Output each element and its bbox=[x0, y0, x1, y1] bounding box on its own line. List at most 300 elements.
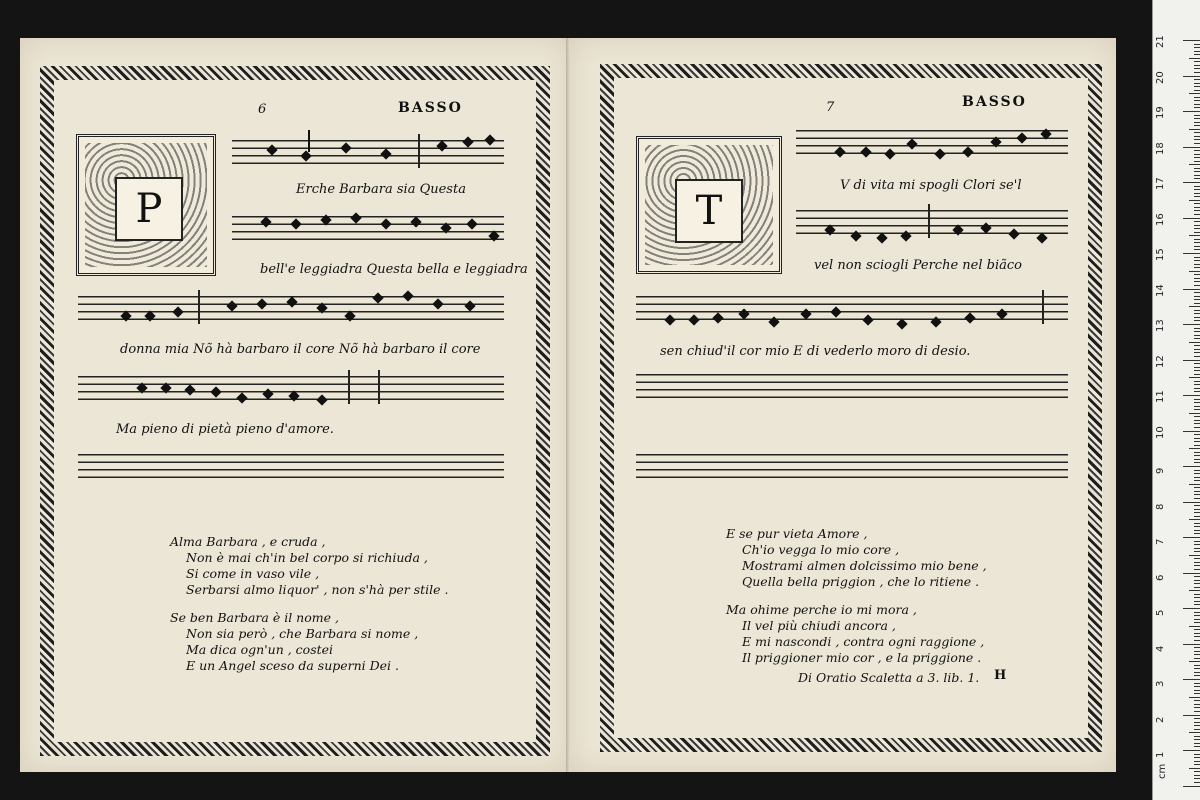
verse-line: Il priggioner mio cor , e la priggione . bbox=[742, 650, 982, 665]
verse-line: Alma Barbara , e cruda , bbox=[170, 534, 326, 549]
ruler-number: 5 bbox=[1155, 609, 1166, 616]
ruler-tick bbox=[1183, 786, 1200, 787]
verse-line: E se pur vieta Amore , bbox=[726, 526, 868, 541]
ruler-tick bbox=[1194, 278, 1200, 279]
measurement-ruler bbox=[1152, 0, 1200, 800]
ruler-tick bbox=[1194, 754, 1200, 755]
ruler-tick bbox=[1183, 289, 1200, 290]
note bbox=[380, 148, 391, 159]
ruler-tick bbox=[1194, 274, 1200, 275]
ruler-number: 4 bbox=[1155, 645, 1166, 652]
ruler-tick bbox=[1194, 47, 1200, 48]
ruler-tick bbox=[1194, 150, 1200, 151]
bar-line bbox=[418, 134, 420, 168]
ruler-tick bbox=[1194, 296, 1200, 297]
ruler-tick bbox=[1194, 548, 1200, 549]
right-page bbox=[570, 38, 1116, 772]
ruler-tick bbox=[1194, 168, 1200, 169]
ruler-tick bbox=[1194, 725, 1200, 726]
note bbox=[350, 212, 361, 223]
ruler-tick bbox=[1189, 306, 1200, 307]
ruler-tick bbox=[1194, 544, 1200, 545]
note bbox=[340, 142, 351, 153]
ruler-tick bbox=[1183, 253, 1200, 254]
verse-line: Ma ohime perche io mi mora , bbox=[726, 602, 917, 617]
ruler-tick bbox=[1194, 739, 1200, 740]
empty-staff bbox=[78, 448, 504, 482]
ruler-tick bbox=[1194, 541, 1200, 542]
ruler-tick bbox=[1194, 264, 1200, 265]
ruler-tick bbox=[1194, 718, 1200, 719]
bar-line bbox=[1042, 290, 1044, 324]
ruler-tick bbox=[1194, 370, 1200, 371]
ruler-tick bbox=[1189, 697, 1200, 698]
ruler-tick bbox=[1194, 139, 1200, 140]
ruler-tick bbox=[1194, 242, 1200, 243]
note bbox=[884, 148, 895, 159]
ruler-tick bbox=[1194, 565, 1200, 566]
note bbox=[316, 302, 327, 313]
ruler-tick bbox=[1194, 498, 1200, 499]
note bbox=[144, 310, 155, 321]
ruler-tick bbox=[1194, 61, 1200, 62]
note bbox=[860, 146, 871, 157]
ruler-tick bbox=[1194, 249, 1200, 250]
ruler-tick bbox=[1194, 438, 1200, 439]
note bbox=[664, 314, 675, 325]
initial-letter: T bbox=[675, 179, 743, 243]
ruler-tick bbox=[1183, 466, 1200, 467]
ruler-tick bbox=[1194, 335, 1200, 336]
ruler-tick bbox=[1194, 583, 1200, 584]
ruler-tick bbox=[1194, 221, 1200, 222]
ruler-tick bbox=[1194, 65, 1200, 66]
ruler-tick bbox=[1194, 100, 1200, 101]
note bbox=[834, 146, 845, 157]
note bbox=[316, 394, 327, 405]
ruler-number: 3 bbox=[1155, 680, 1166, 687]
ruler-number: 14 bbox=[1155, 283, 1166, 297]
lyric-line: donna mia Nõ hà barbaro il core Nõ hà barbaro il core bbox=[120, 342, 481, 357]
ruler-tick bbox=[1194, 175, 1200, 176]
ruler-tick bbox=[1194, 427, 1200, 428]
ruler-tick bbox=[1183, 537, 1200, 538]
ruler-tick bbox=[1194, 228, 1200, 229]
ruler-tick bbox=[1194, 651, 1200, 652]
note bbox=[320, 214, 331, 225]
ruler-tick bbox=[1194, 328, 1200, 329]
ruler-tick bbox=[1194, 533, 1200, 534]
verse-text bbox=[726, 526, 987, 678]
verse-line: Non sia però , che Barbara si nome , bbox=[186, 626, 419, 641]
ruler-tick bbox=[1194, 246, 1200, 247]
ruler-tick bbox=[1194, 391, 1200, 392]
lyric-line: sen chiud'il cor mio E di vederlo moro di desio. bbox=[660, 344, 971, 359]
verse-line: E un Angel sceso da superni Dei . bbox=[186, 658, 400, 673]
running-head: BASSO bbox=[962, 94, 1027, 110]
ruler-tick bbox=[1194, 452, 1200, 453]
signature-mark: H bbox=[994, 668, 1007, 683]
ruler-tick bbox=[1194, 470, 1200, 471]
note bbox=[738, 308, 749, 319]
ruler-number: 18 bbox=[1155, 141, 1166, 155]
ruler-tick bbox=[1194, 97, 1200, 98]
ruler-tick bbox=[1194, 399, 1200, 400]
ruler-tick bbox=[1194, 54, 1200, 55]
ruler-tick bbox=[1194, 79, 1200, 80]
ruler-tick bbox=[1194, 441, 1200, 442]
stanza bbox=[726, 602, 987, 666]
ruler-number: 8 bbox=[1155, 503, 1166, 510]
ruler-tick bbox=[1183, 76, 1200, 77]
ruler-tick bbox=[1183, 40, 1200, 41]
ruler-tick bbox=[1194, 693, 1200, 694]
stanza bbox=[170, 534, 449, 598]
decorated-initial bbox=[76, 134, 216, 276]
ruler-tick bbox=[1194, 44, 1200, 45]
lyric-line: bell'e leggiadra Questa bella e leggiadra bbox=[260, 262, 528, 277]
ruler-number: 9 bbox=[1155, 467, 1166, 474]
note bbox=[934, 148, 945, 159]
ruler-tick bbox=[1194, 349, 1200, 350]
note-stem bbox=[308, 130, 310, 152]
ruler-unit: cm bbox=[1157, 763, 1168, 779]
ruler-tick bbox=[1194, 352, 1200, 353]
ruler-tick bbox=[1189, 413, 1200, 414]
note bbox=[380, 218, 391, 229]
ruler-tick bbox=[1189, 484, 1200, 485]
ruler-tick bbox=[1194, 310, 1200, 311]
verse-line: Se ben Barbara è il nome , bbox=[170, 610, 339, 625]
ruler-tick bbox=[1194, 771, 1200, 772]
ruler-tick bbox=[1194, 406, 1200, 407]
verse-line: Ma dica ogn'un , costei bbox=[186, 642, 334, 657]
note bbox=[402, 290, 413, 301]
ruler-tick bbox=[1194, 736, 1200, 737]
ruler-tick bbox=[1194, 775, 1200, 776]
ruler-tick bbox=[1194, 420, 1200, 421]
ruler-tick bbox=[1194, 232, 1200, 233]
ruler-tick bbox=[1194, 615, 1200, 616]
ruler-tick bbox=[1194, 338, 1200, 339]
ruler-tick bbox=[1194, 317, 1200, 318]
ruler-tick bbox=[1189, 448, 1200, 449]
note bbox=[236, 392, 247, 403]
note bbox=[300, 150, 311, 161]
ruler-number: 7 bbox=[1155, 538, 1166, 545]
note bbox=[964, 312, 975, 323]
note bbox=[136, 382, 147, 393]
ruler-tick bbox=[1194, 477, 1200, 478]
ruler-tick bbox=[1183, 182, 1200, 183]
ruler-tick bbox=[1194, 722, 1200, 723]
ruler-tick bbox=[1194, 636, 1200, 637]
ruler-tick bbox=[1194, 303, 1200, 304]
note bbox=[862, 314, 873, 325]
ruler-number: 11 bbox=[1155, 390, 1166, 403]
ruler-tick bbox=[1189, 555, 1200, 556]
ruler-tick bbox=[1194, 104, 1200, 105]
ruler-tick bbox=[1194, 257, 1200, 258]
ruler-tick bbox=[1194, 675, 1200, 676]
ruler-tick bbox=[1183, 360, 1200, 361]
ruler-tick bbox=[1189, 768, 1200, 769]
ruler-tick bbox=[1194, 239, 1200, 240]
ruler-tick bbox=[1189, 129, 1200, 130]
ruler-tick bbox=[1183, 218, 1200, 219]
ruler-tick bbox=[1194, 757, 1200, 758]
ruler-number: 17 bbox=[1155, 177, 1166, 190]
ruler-tick bbox=[1189, 590, 1200, 591]
ruler-tick bbox=[1194, 526, 1200, 527]
bar-line bbox=[348, 370, 350, 404]
note bbox=[184, 384, 195, 395]
initial-letter: P bbox=[115, 177, 183, 241]
ruler-tick bbox=[1194, 384, 1200, 385]
note bbox=[440, 222, 451, 233]
verse-line: Mostrami almen dolcissimo mio bene , bbox=[742, 558, 987, 573]
note bbox=[980, 222, 991, 233]
note bbox=[462, 136, 473, 147]
ruler-tick bbox=[1194, 363, 1200, 364]
ruler-tick bbox=[1189, 732, 1200, 733]
note bbox=[1040, 128, 1051, 139]
ruler-tick bbox=[1194, 107, 1200, 108]
ruler-tick bbox=[1194, 434, 1200, 435]
ruler-tick bbox=[1194, 462, 1200, 463]
note bbox=[286, 296, 297, 307]
ruler-tick bbox=[1194, 189, 1200, 190]
ruler-tick bbox=[1194, 782, 1200, 783]
ruler-tick bbox=[1183, 573, 1200, 574]
note bbox=[436, 140, 447, 151]
verse-line: Serbarsi almo liquor' , non s'hà per stile . bbox=[186, 582, 449, 597]
note bbox=[256, 298, 267, 309]
ruler-tick bbox=[1194, 203, 1200, 204]
ruler-number: 21 bbox=[1155, 35, 1166, 48]
ruler-tick bbox=[1194, 416, 1200, 417]
note bbox=[432, 298, 443, 309]
ruler-number: 2 bbox=[1155, 716, 1166, 723]
ruler-tick bbox=[1194, 729, 1200, 730]
ruler-tick bbox=[1194, 72, 1200, 73]
ruler-tick bbox=[1194, 580, 1200, 581]
note bbox=[800, 308, 811, 319]
ruler-tick bbox=[1194, 345, 1200, 346]
stanza bbox=[170, 610, 449, 674]
verse-line: Si come in vaso vile , bbox=[186, 566, 320, 581]
ruler-tick bbox=[1194, 196, 1200, 197]
ruler-tick bbox=[1189, 661, 1200, 662]
note bbox=[466, 218, 477, 229]
note bbox=[226, 300, 237, 311]
ruler-tick bbox=[1194, 597, 1200, 598]
ruler-tick bbox=[1194, 143, 1200, 144]
ruler-tick bbox=[1194, 459, 1200, 460]
note bbox=[410, 216, 421, 227]
ruler-tick bbox=[1194, 132, 1200, 133]
ruler-number: 15 bbox=[1155, 248, 1166, 261]
note bbox=[990, 136, 1001, 147]
ruler-tick bbox=[1194, 281, 1200, 282]
ruler-number: 12 bbox=[1155, 354, 1166, 368]
bar-line bbox=[378, 370, 380, 404]
ruler-tick bbox=[1194, 707, 1200, 708]
lyric-line: V di vita mi spogli Clori se'l bbox=[840, 178, 1022, 193]
ruler-tick bbox=[1194, 125, 1200, 126]
ruler-tick bbox=[1194, 260, 1200, 261]
ruler-tick bbox=[1194, 210, 1200, 211]
ruler-tick bbox=[1194, 704, 1200, 705]
ruler-tick bbox=[1194, 505, 1200, 506]
ruler-tick bbox=[1194, 672, 1200, 673]
left-page bbox=[20, 38, 568, 772]
ruler-tick bbox=[1194, 445, 1200, 446]
note bbox=[906, 138, 917, 149]
ruler-tick bbox=[1194, 214, 1200, 215]
ruler-tick bbox=[1194, 367, 1200, 368]
ruler-tick bbox=[1194, 764, 1200, 765]
note bbox=[372, 292, 383, 303]
empty-staff bbox=[636, 368, 1068, 402]
ruler-tick bbox=[1194, 629, 1200, 630]
ruler-tick bbox=[1194, 633, 1200, 634]
ruler-tick bbox=[1183, 431, 1200, 432]
ruler-tick bbox=[1194, 480, 1200, 481]
ruler-tick bbox=[1194, 647, 1200, 648]
ruler-tick bbox=[1194, 509, 1200, 510]
ruler-tick bbox=[1194, 292, 1200, 293]
ruler-tick bbox=[1183, 111, 1200, 112]
ruler-tick bbox=[1194, 86, 1200, 87]
ruler-tick bbox=[1189, 164, 1200, 165]
music-staff bbox=[78, 370, 504, 404]
ruler-tick bbox=[1194, 746, 1200, 747]
note bbox=[1016, 132, 1027, 143]
ruler-tick bbox=[1194, 551, 1200, 552]
ruler-tick bbox=[1194, 711, 1200, 712]
ruler-tick bbox=[1194, 601, 1200, 602]
ruler-tick bbox=[1194, 686, 1200, 687]
note bbox=[464, 300, 475, 311]
ruler-number: 19 bbox=[1155, 106, 1166, 119]
ruler-tick bbox=[1194, 178, 1200, 179]
lyric-line: Erche Barbara sia Questa bbox=[296, 182, 466, 197]
ruler-tick bbox=[1194, 530, 1200, 531]
ruler-tick bbox=[1194, 154, 1200, 155]
ruler-tick bbox=[1194, 193, 1200, 194]
running-head: BASSO bbox=[398, 100, 463, 116]
ruler-tick bbox=[1194, 356, 1200, 357]
note bbox=[996, 308, 1007, 319]
ruler-tick bbox=[1194, 604, 1200, 605]
ruler-tick bbox=[1194, 161, 1200, 162]
ruler-tick bbox=[1194, 558, 1200, 559]
ruler-tick bbox=[1194, 576, 1200, 577]
note bbox=[266, 144, 277, 155]
ruler-number: 10 bbox=[1155, 425, 1166, 439]
ruler-tick bbox=[1194, 118, 1200, 119]
ruler-tick bbox=[1194, 668, 1200, 669]
verse-line: Quella bella priggion , che lo ritiene . bbox=[742, 574, 980, 589]
lyric-line: vel non sciogli Perche nel biãco bbox=[814, 258, 1022, 273]
ruler-tick bbox=[1194, 690, 1200, 691]
ruler-tick bbox=[1183, 644, 1200, 645]
ruler-tick bbox=[1194, 778, 1200, 779]
ruler-tick bbox=[1194, 622, 1200, 623]
ruler-number: 1 bbox=[1155, 751, 1166, 758]
music-staff bbox=[636, 290, 1068, 324]
ruler-tick bbox=[1194, 374, 1200, 375]
ruler-tick bbox=[1194, 136, 1200, 137]
ruler-tick bbox=[1194, 562, 1200, 563]
ruler-tick bbox=[1194, 423, 1200, 424]
ruler-tick bbox=[1194, 320, 1200, 321]
ruler-tick bbox=[1194, 115, 1200, 116]
ruler-tick bbox=[1194, 402, 1200, 403]
note bbox=[120, 310, 131, 321]
decorated-initial bbox=[636, 136, 782, 274]
note bbox=[290, 218, 301, 229]
note bbox=[962, 146, 973, 157]
ruler-number: 6 bbox=[1155, 574, 1166, 581]
music-staff bbox=[232, 210, 504, 244]
note bbox=[484, 134, 495, 145]
ruler-tick bbox=[1194, 700, 1200, 701]
ruler-tick bbox=[1194, 494, 1200, 495]
ruler-tick bbox=[1194, 640, 1200, 641]
note bbox=[260, 216, 271, 227]
ruler-tick bbox=[1194, 491, 1200, 492]
ruler-tick bbox=[1194, 51, 1200, 52]
verse-line: Il vel più chiudi ancora , bbox=[742, 618, 896, 633]
note bbox=[688, 314, 699, 325]
ruler-tick bbox=[1194, 157, 1200, 158]
ruler-tick bbox=[1189, 342, 1200, 343]
ruler-tick bbox=[1194, 761, 1200, 762]
ruler-tick bbox=[1194, 455, 1200, 456]
ruler-tick bbox=[1194, 381, 1200, 382]
ruler-tick bbox=[1183, 395, 1200, 396]
music-staff bbox=[796, 124, 1068, 158]
note bbox=[830, 306, 841, 317]
ruler-tick bbox=[1194, 743, 1200, 744]
music-staff bbox=[78, 290, 504, 324]
verse-line: Ch'io vegga lo mio core , bbox=[742, 542, 900, 557]
ruler-tick bbox=[1183, 147, 1200, 148]
ruler-tick bbox=[1183, 324, 1200, 325]
ruler-tick bbox=[1189, 93, 1200, 94]
ruler-tick bbox=[1194, 665, 1200, 666]
note bbox=[952, 224, 963, 235]
note bbox=[262, 388, 273, 399]
ruler-tick bbox=[1194, 569, 1200, 570]
bar-line bbox=[928, 204, 930, 238]
note bbox=[288, 390, 299, 401]
composer-credit: Di Oratio Scaletta a 3. lib. 1. bbox=[798, 670, 980, 685]
ruler-tick bbox=[1194, 313, 1200, 314]
ruler-tick bbox=[1183, 715, 1200, 716]
ruler-tick bbox=[1194, 658, 1200, 659]
ruler-tick bbox=[1194, 516, 1200, 517]
ruler-tick bbox=[1194, 225, 1200, 226]
note bbox=[344, 310, 355, 321]
ruler-tick bbox=[1194, 267, 1200, 268]
ruler-tick bbox=[1194, 388, 1200, 389]
bar-line bbox=[198, 290, 200, 324]
music-staff bbox=[232, 134, 504, 168]
page-number: 7 bbox=[826, 100, 835, 115]
